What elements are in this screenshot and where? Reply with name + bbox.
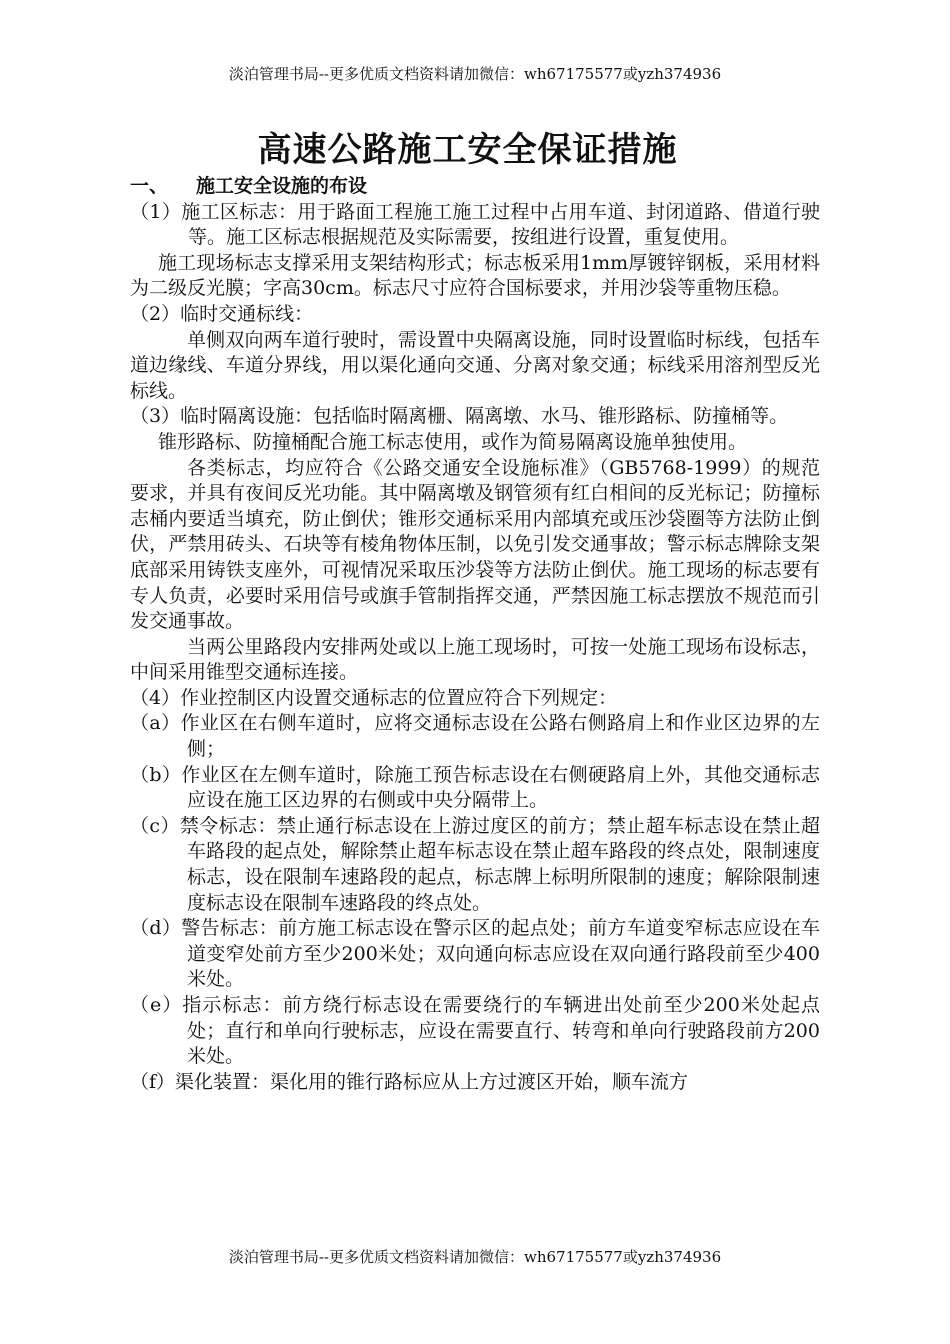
list-item: （d）警告标志：前方施工标志设在警示区的起点处；前方车道变窄标志应设在车道变窄处前方至少200米处；双向通向标志应设在双向通行路段前至少400米处。 [130, 917, 820, 991]
document-title: 高速公路施工安全保证措施 [257, 130, 678, 170]
paragraph: 单侧双向两车道行驶时，需设置中央隔离设施，同时设置临时标线，包括车道边缘线、车道分界线，用以渠化通向交通、分离对象交通；标线采用溶剂型反光标线。 [130, 328, 820, 402]
list-item: （e）指示标志：前方绕行标志设在需要绕行的车辆进出处前至少200米处起点处；直行和单向行驶标志，应设在需要直行、转弯和单向行驶路段前方200米处。 [130, 994, 820, 1068]
list-item: （b）作业区在左侧车道时，除施工预告标志设在右侧硬路肩上外，其他交通标志应设在施工区边界的右侧或中央分隔带上。 [130, 763, 820, 812]
paragraph: 锥形路标、防撞桶配合施工标志使用，或作为简易隔离设施单独使用。 [158, 430, 748, 453]
section-label: 施工安全设施的布设 [196, 175, 368, 197]
paragraph: （1）施工区标志：用于路面工程施工施工过程中占用车道、封闭道路、借道行驶等。施工区标志根据规范及实际需要，按组进行设置，重复使用。 [130, 200, 820, 249]
paragraph: 施工现场标志支撑采用支架结构形式；标志板采用1mm厚镀锌钢板，采用材料为二级反光膜；字高30cm。标志尺寸应符合国标要求，并用沙袋等重物压稳。 [130, 251, 820, 300]
paragraph: （4）作业控制区内设置交通标志的位置应符合下列规定： [130, 686, 618, 709]
list-item: （c）禁令标志：禁止通行标志设在上游过度区的前方；禁止超车标志设在禁止超车路段的起点处，解除禁止超车标志设在禁止超车路段的终点处，限制速度标志，设在限制车速路段的起点，标志牌上标明所限制的速度；解除限制速度标志设在限制车速路段的终点处。 [130, 814, 820, 914]
document-body [130, 174, 820, 1095]
list-item: （a）作业区在右侧车道时，应将交通标志设在公路右侧路肩上和作业区边界的左侧； [130, 712, 820, 761]
paragraph: （3）临时隔离设施：包括临时隔离栅、隔离墩、水马、锥形路标、防撞桶等。 [130, 405, 789, 428]
section-number: 一、 [130, 175, 169, 197]
page-footer: 淡泊管理书局--更多优质文档资料请加微信：wh67175577或yzh374936 [228, 1248, 722, 1266]
page-header: 淡泊管理书局--更多优质文档资料请加微信：wh67175577或yzh374936 [228, 65, 722, 83]
paragraph: （2）临时交通标线： [130, 302, 314, 325]
section-heading [130, 174, 820, 200]
list-item: （f）渠化装置：渠化用的锥行路标应从上方过渡区开始，顺车流方 [130, 1070, 689, 1093]
paragraph: 当两公里路段内安排两处或以上施工现场时，可按一处施工现场布设标志，中间采用锥型交通标连接。 [130, 635, 820, 684]
paragraph: 各类标志，均应符合《公路交通安全设施标准》（GB5768-1999）的规范要求，并具有夜间反光功能。其中隔离墩及钢管须有红白相间的反光标记；防撞标志桶内要适当填充，防止倒伏；锥形交通标采用内部填充或压沙袋圈等方法防止倒伏，严禁用砖头、石块等有棱角物体压制，以免引发交通事故；警示标志牌除支架底部采用铸铁支座外，可视情况采取压沙袋等方法防止倒伏。施工现场的标志要有专人负责，必要时采用信号或旗手管制指挥交通，严禁因施工标志摆放不规范而引发交通事故。 [130, 456, 820, 633]
